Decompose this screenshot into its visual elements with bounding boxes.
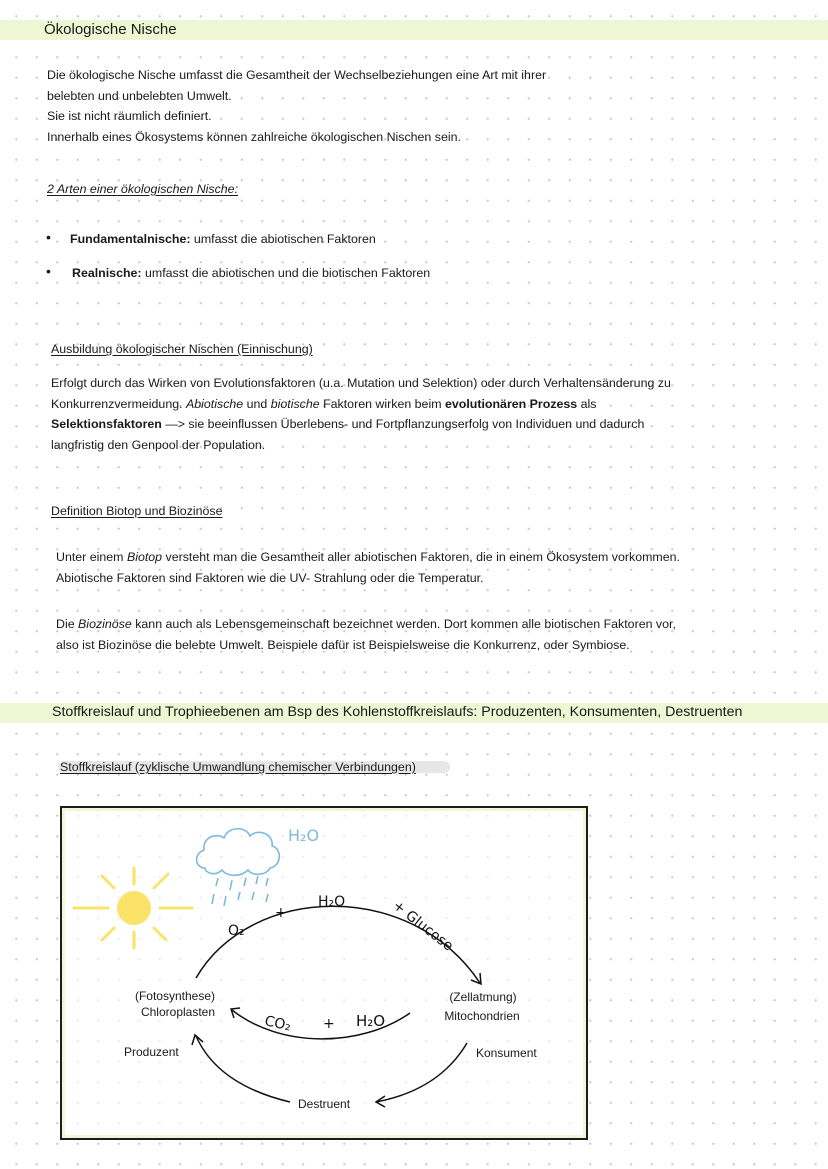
intro-line: Die ökologische Nische umfasst die Gesamtheit der Wechselbeziehungen eine Art mit ihrer — [47, 68, 547, 82]
text-span: —> sie beeinflussen Überlebens- und Fortpflanzungserfolg von Individuen und dadurch — [161, 417, 645, 431]
text-span: Unter einem — [56, 550, 127, 564]
plus-label: + — [323, 1016, 335, 1032]
term-fundamentalnische: Fundamentalnische: — [70, 232, 191, 246]
bullet-icon: • — [46, 229, 51, 245]
cloud-icon — [197, 829, 280, 906]
fotosynthese-label: (Fotosynthese) — [134, 989, 216, 1003]
text-span: Abiotische — [186, 396, 244, 411]
stoffkreislauf-heading: Stoffkreislauf (zyklische Umwandlung chemischer Verbindungen) — [60, 760, 416, 774]
sun-icon — [74, 868, 192, 948]
text-line: Abiotische Faktoren sind Faktoren wie die UV- Strahlung oder die Temperatur. — [56, 570, 484, 585]
h2o-top-label: H₂O — [318, 894, 346, 910]
arrow-bottom-left — [192, 1035, 290, 1102]
text-span: biotische — [270, 396, 320, 411]
text-line: also ist Biozinöse die belebte Umwelt. Beispiele dafür ist Beispielsweise die Konkurrenz, oder Symbiose. — [56, 637, 630, 652]
text-span: kann auch als Lebensgemeinschaft bezeichnet werden. Dort kommen alle biotischen Faktoren vor, — [131, 617, 676, 631]
co2-label: CO₂ — [263, 1013, 293, 1035]
einnischung-heading: Ausbildung ökologischer Nischen (Einnischung) — [51, 342, 313, 356]
text-span: Biozinöse — [78, 617, 132, 631]
text-span: Konkurrenzvermeidung. — [51, 396, 186, 411]
text-span: Faktoren wirken beim — [319, 396, 445, 411]
glucose-label: + Glucose — [389, 897, 457, 955]
text-span: Selektionsfaktoren — [51, 417, 162, 431]
produzent-label: Produzent — [124, 1045, 179, 1059]
plus-label: + — [275, 905, 287, 921]
intro-line: belebten und unbelebten Umwelt. — [47, 88, 232, 103]
arrow-bottom-right — [376, 1043, 467, 1107]
zellatmung-label: (Zellatmung) — [449, 990, 517, 1004]
text-line: Erfolgt durch das Wirken von Evolutionsfaktoren (u.a. Mutation und Selektion) oder durch Verhaltensänderung zu — [51, 376, 671, 390]
biotop-heading: Definition Biotop und Biozinöse — [51, 504, 223, 518]
text-span: Biotop — [126, 550, 163, 564]
section-title: Stoffkreislauf und Trophieebenen am Bsp des Kohlenstoffkreislaufs: Produzenten, Konsumenten, Destruenten — [52, 704, 743, 720]
bullet-icon: • — [46, 263, 51, 279]
h2o-bottom-label: H₂O — [356, 1012, 386, 1030]
text-span: evolutionären Prozess — [444, 396, 578, 411]
term-description: umfasst die abiotischen Faktoren — [190, 232, 376, 246]
types-heading: 2 Arten einer ökologischen Nische: — [47, 182, 239, 196]
konsument-label: Konsument — [476, 1046, 537, 1060]
text-span: Die — [56, 617, 79, 631]
text-span: als — [577, 396, 597, 411]
text-line: langfristig den Genpool der Population. — [51, 437, 266, 452]
term-realnische: Realnische: — [72, 266, 142, 280]
chloroplasten-label: Chloroplasten — [140, 1005, 216, 1019]
intro-line: Sie ist nicht räumlich definiert. — [47, 109, 212, 123]
destruent-label: Destruent — [298, 1097, 351, 1111]
mitochondrien-label: Mitochondrien — [444, 1009, 520, 1023]
text-span: und — [243, 396, 271, 411]
page-title: Ökologische Nische — [44, 21, 177, 38]
cloud-h2o-label: H₂O — [288, 826, 320, 845]
text-span: versteht man die Gesamtheit aller abiotischen Faktoren, die in einem Ökosystem vorkommen. — [162, 550, 680, 564]
term-description: umfasst die abiotischen und die biotischen Faktoren — [141, 266, 431, 280]
intro-line: Innerhalb eines Ökosystems können zahlreiche ökologischen Nischen sein. — [47, 129, 461, 144]
o2-label: O₂ — [228, 923, 245, 939]
